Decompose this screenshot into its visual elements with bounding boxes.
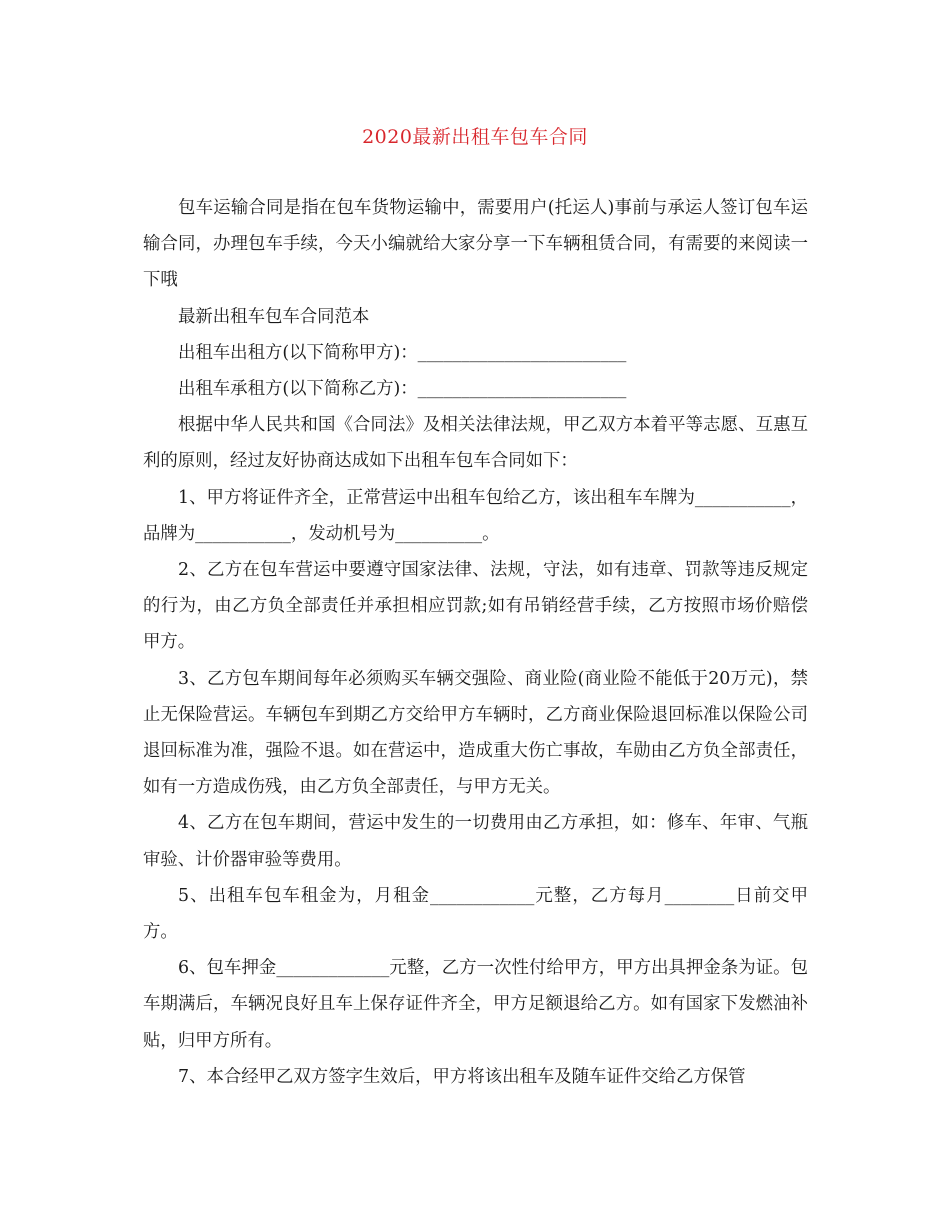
clause-5: 5、出租车包车租金为，月租金____________元整，乙方每月________日前交甲方。 xyxy=(143,885,808,943)
lessor-line: 出租车出租方(以下简称甲方)：________________________ xyxy=(178,342,627,363)
clause-6: 6、包车押金_____________元整，乙方一次性付给甲方，甲方出具押金条为证。包车期满后，车辆况良好且车上保存证件齐全，甲方足额退给乙方。如有国家下发燃油补贴，归甲方所有。 xyxy=(143,958,808,1051)
intro-paragraph: 包车运输合同是指在包车货物运输中，需要用户(托运人)事前与承运人签订包车运输合同，办理包车手续，今天小编就给大家分享一下车辆租赁合同，有需要的来阅读一下哦 xyxy=(143,198,808,291)
clause-3: 3、乙方包车期间每年必须购买车辆交强险、商业险(商业险不能低于20万元)，禁止无保险营运。车辆包车到期乙方交给甲方车辆时，乙方商业保险退回标准以保险公司退回标准为准，强险不退。如在营运中，造成重大伤亡事故，车勋由乙方负全部责任，如有一方造成伤残，由乙方负全部责任，与甲方无关。 xyxy=(143,668,808,798)
clause-4: 4、乙方在包车期间，营运中发生的一切费用由乙方承担，如：修车、年审、气瓶审验、计价器审验等费用。 xyxy=(143,813,808,870)
template-heading: 最新出租车包车合同范本 xyxy=(178,306,370,327)
preamble-paragraph: 根据中华人民共和国《合同法》及相关法律法规，甲乙双方本着平等志愿、互惠互利的原则，经过友好协商达成如下出租车包车合同如下： xyxy=(143,415,808,472)
document-body xyxy=(143,190,808,1095)
clause-1: 1、甲方将证件齐全，正常营运中出租车包给乙方，该出租车车牌为___________，品牌为___________，发动机号为__________。 xyxy=(143,487,808,544)
document-title: 2020最新出租车包车合同 xyxy=(362,126,588,148)
clause-7: 7、本合经甲乙双方签字生效后，甲方将该出租车及随车证件交给乙方保管 xyxy=(178,1066,746,1087)
clause-2: 2、乙方在包车营运中要遵守国家法律、法规，守法，如有违章、罚款等违反规定的行为，由乙方负全部责任并承担相应罚款;如有吊销经营手续，乙方按照市场价赔偿甲方。 xyxy=(143,560,808,653)
lessee-line: 出租车承租方(以下简称乙方)：________________________ xyxy=(178,379,627,400)
